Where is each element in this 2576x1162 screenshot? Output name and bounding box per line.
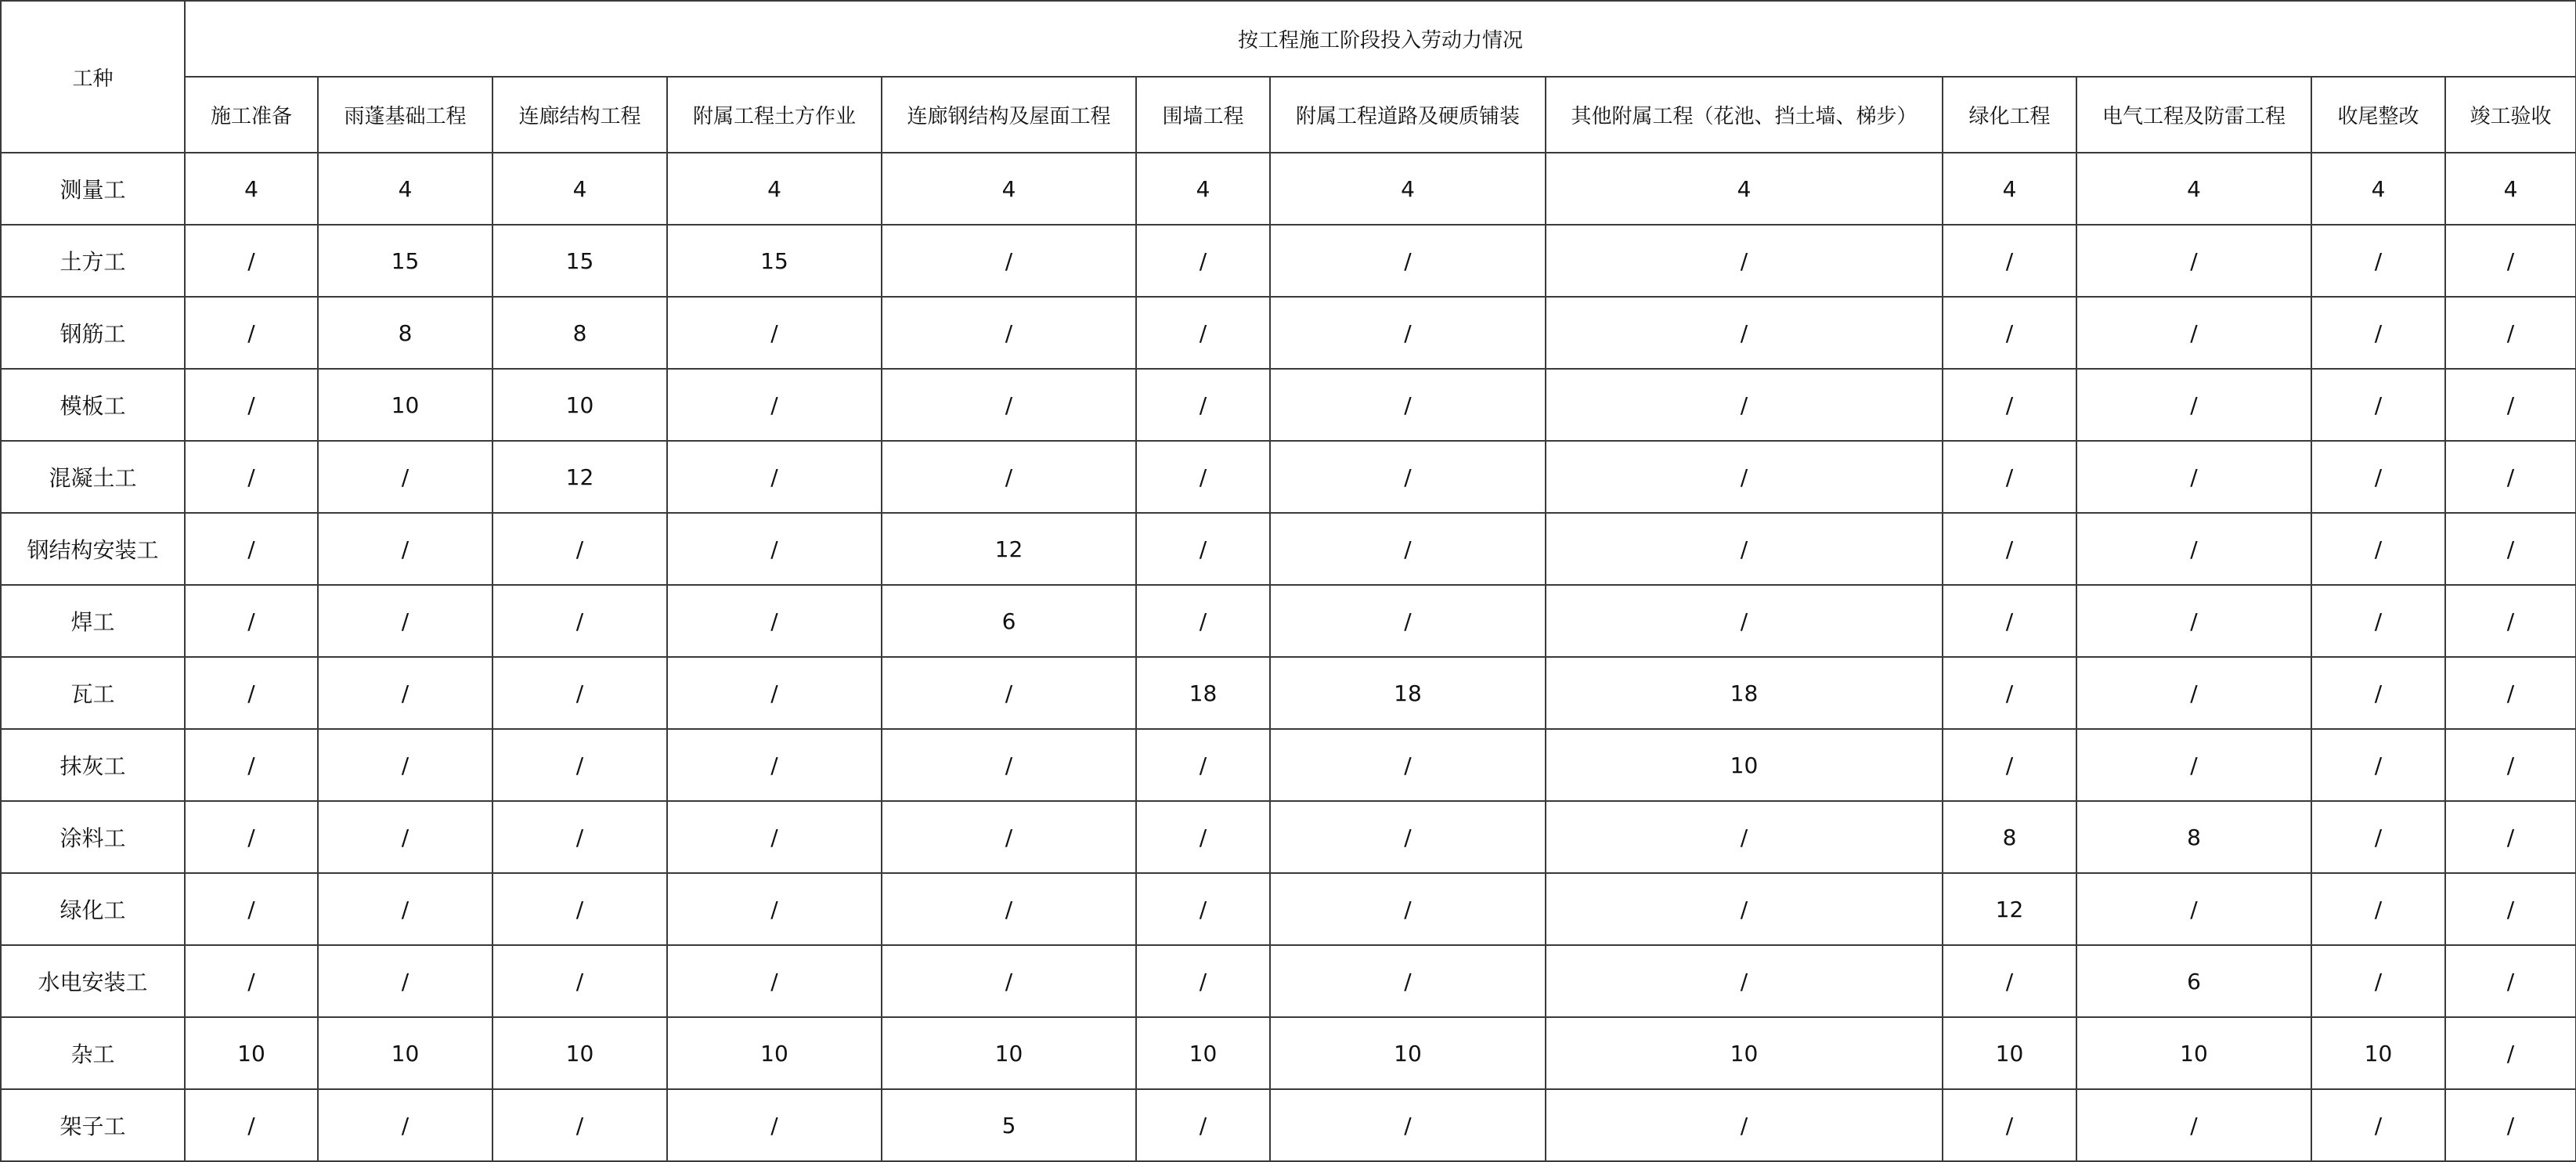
labor-count-cell: / [185,657,318,729]
labor-count-cell: / [318,585,492,657]
labor-count-cell: / [318,657,492,729]
labor-count-cell: / [492,873,667,945]
labor-count-cell: / [318,801,492,873]
labor-count-cell: / [2311,513,2445,585]
labor-count-cell: 4 [1270,153,1546,225]
labor-count-cell: / [1270,369,1546,441]
labor-count-cell: / [2076,729,2311,801]
labor-count-cell: 4 [1943,153,2076,225]
labor-count-cell: / [2076,369,2311,441]
labor-count-cell: 10 [1546,729,1943,801]
labor-count-cell: / [882,801,1136,873]
labor-count-cell: 12 [1943,873,2076,945]
labor-count-cell: / [1270,297,1546,369]
labor-count-cell: / [2311,873,2445,945]
labor-count-cell: / [667,729,882,801]
worker-type-cell: 焊工 [1,585,185,657]
stage-header: 收尾整改 [2311,77,2445,153]
labor-count-cell: / [2076,585,2311,657]
labor-count-cell: / [185,1089,318,1161]
labor-count-cell: / [667,369,882,441]
labor-count-cell: / [2445,945,2576,1017]
labor-count-cell: 8 [1943,801,2076,873]
labor-count-cell: / [2311,729,2445,801]
labor-count-cell: / [1270,945,1546,1017]
labor-count-cell: / [1136,1089,1270,1161]
labor-count-cell: 4 [667,153,882,225]
labor-count-cell: / [2076,441,2311,513]
labor-count-cell: / [2445,1017,2576,1089]
table-row [1,1017,2576,1089]
labor-count-cell: / [318,945,492,1017]
labor-count-cell: / [667,441,882,513]
labor-count-cell: 4 [882,153,1136,225]
labor-count-cell: / [1270,1089,1546,1161]
labor-count-cell: / [1136,945,1270,1017]
labor-count-cell: / [1136,441,1270,513]
table-body [1,153,2576,1161]
table-row [1,297,2576,369]
labor-count-cell: / [1546,441,1943,513]
labor-count-cell: 18 [1546,657,1943,729]
labor-count-cell: / [667,657,882,729]
labor-count-cell: / [1270,441,1546,513]
labor-count-cell: / [667,513,882,585]
labor-count-cell: 4 [2445,153,2576,225]
labor-count-cell: / [1546,945,1943,1017]
labor-count-cell: 12 [882,513,1136,585]
labor-count-cell: / [492,513,667,585]
labor-count-cell: / [318,1089,492,1161]
labor-count-cell: / [492,729,667,801]
labor-count-cell: / [318,513,492,585]
labor-count-cell: / [492,657,667,729]
labor-count-cell: 4 [1136,153,1270,225]
labor-count-cell: / [2445,585,2576,657]
stage-header: 附属工程道路及硬质铺装 [1270,77,1546,153]
stage-header: 雨蓬基础工程 [318,77,492,153]
worker-type-cell: 涂料工 [1,801,185,873]
table-row [1,873,2576,945]
labor-count-cell: 8 [2076,801,2311,873]
labor-count-cell: / [318,873,492,945]
labor-count-cell: / [318,729,492,801]
labor-count-cell: / [185,441,318,513]
table-row [1,729,2576,801]
labor-count-cell: / [882,369,1136,441]
labor-count-cell: / [2311,369,2445,441]
labor-count-cell: 10 [1136,1017,1270,1089]
labor-count-cell: / [1943,441,2076,513]
table-row [1,1089,2576,1161]
labor-count-cell: / [1943,1089,2076,1161]
table-row [1,153,2576,225]
stage-header: 其他附属工程（花池、挡土墙、梯步） [1546,77,1943,153]
labor-count-cell: / [1546,513,1943,585]
labor-count-cell: 4 [1546,153,1943,225]
labor-count-cell: 18 [1136,657,1270,729]
labor-count-cell: 4 [318,153,492,225]
labor-count-cell: / [1136,585,1270,657]
labor-count-cell: 15 [492,225,667,297]
labor-count-cell: 4 [2311,153,2445,225]
table-row [1,801,2576,873]
labor-count-cell: / [185,729,318,801]
worker-type-cell: 钢筋工 [1,297,185,369]
labor-count-cell: / [185,225,318,297]
table-row [1,945,2576,1017]
labor-count-cell: / [882,225,1136,297]
worker-type-cell: 抹灰工 [1,729,185,801]
labor-count-cell: / [2311,1089,2445,1161]
labor-count-cell: / [1136,801,1270,873]
worker-type-cell: 测量工 [1,153,185,225]
labor-count-cell: 10 [318,1017,492,1089]
labor-count-cell: 4 [185,153,318,225]
labor-count-cell: / [1270,585,1546,657]
stage-header: 施工准备 [185,77,318,153]
labor-count-cell: 18 [1270,657,1546,729]
labor-count-cell: 10 [2311,1017,2445,1089]
labor-count-cell: / [1943,729,2076,801]
labor-count-cell: / [1943,657,2076,729]
labor-count-cell: / [2311,297,2445,369]
worker-type-cell: 绿化工 [1,873,185,945]
header-row-stages [1,77,2576,153]
labor-count-cell: / [1136,513,1270,585]
labor-count-cell: 10 [1943,1017,2076,1089]
labor-count-cell: / [1270,513,1546,585]
labor-count-cell: 12 [492,441,667,513]
labor-count-cell: 10 [318,369,492,441]
worker-type-cell: 水电安装工 [1,945,185,1017]
labor-count-cell: / [1546,297,1943,369]
worker-type-cell: 架子工 [1,1089,185,1161]
worker-type-cell: 钢结构安装工 [1,513,185,585]
worker-type-cell: 模板工 [1,369,185,441]
labor-count-cell: / [2445,1089,2576,1161]
labor-count-cell: / [2311,441,2445,513]
labor-count-cell: 6 [882,585,1136,657]
stage-header: 围墙工程 [1136,77,1270,153]
stage-header: 连廊结构工程 [492,77,667,153]
labor-count-cell: 8 [318,297,492,369]
table-row [1,657,2576,729]
stage-header: 电气工程及防雷工程 [2076,77,2311,153]
labor-count-cell: 4 [492,153,667,225]
labor-count-cell: 10 [1270,1017,1546,1089]
labor-count-cell: / [492,1089,667,1161]
labor-count-cell: / [1546,369,1943,441]
stage-group-header: 按工程施工阶段投入劳动力情况 [185,1,2576,77]
labor-count-cell: / [2445,657,2576,729]
labor-count-cell: / [185,369,318,441]
labor-count-cell: / [667,873,882,945]
stage-header: 竣工验收 [2445,77,2576,153]
labor-count-cell: / [492,801,667,873]
labor-count-cell: / [882,297,1136,369]
labor-count-cell: / [2311,225,2445,297]
labor-count-cell: / [185,873,318,945]
worker-type-cell: 混凝土工 [1,441,185,513]
labor-count-cell: / [2311,945,2445,1017]
labor-count-cell: 15 [667,225,882,297]
labor-count-cell: / [2076,1089,2311,1161]
labor-count-cell: / [1136,369,1270,441]
labor-count-cell: 10 [882,1017,1136,1089]
labor-count-cell: / [2445,297,2576,369]
labor-count-cell: / [1943,225,2076,297]
labor-count-cell: / [1943,513,2076,585]
labor-count-cell: / [882,729,1136,801]
labor-count-cell: / [185,945,318,1017]
labor-count-cell: / [882,441,1136,513]
labor-count-cell: / [2445,369,2576,441]
labor-count-cell: 10 [492,369,667,441]
labor-count-cell: / [2076,225,2311,297]
labor-count-cell: / [1943,297,2076,369]
table-row [1,225,2576,297]
labor-count-cell: / [1546,585,1943,657]
labor-count-cell: / [185,801,318,873]
labor-count-cell: / [1136,729,1270,801]
worker-type-header: 工种 [1,1,185,153]
table-row [1,369,2576,441]
worker-type-cell: 杂工 [1,1017,185,1089]
labor-count-cell: / [667,801,882,873]
labor-count-cell: / [2445,441,2576,513]
labor-count-cell: / [1270,729,1546,801]
labor-count-cell: / [1270,801,1546,873]
table-row [1,585,2576,657]
stage-header: 附属工程土方作业 [667,77,882,153]
labor-count-cell: / [492,945,667,1017]
labor-count-cell: / [882,945,1136,1017]
labor-count-cell: 10 [185,1017,318,1089]
labor-count-cell: / [2311,585,2445,657]
labor-count-cell: / [1546,1089,1943,1161]
labor-count-cell: / [2311,801,2445,873]
header-row-group [1,1,2576,77]
labor-count-cell: / [2311,657,2445,729]
labor-count-cell: / [667,585,882,657]
labor-count-cell: / [2076,657,2311,729]
labor-count-cell: / [1546,225,1943,297]
labor-count-cell: / [1270,225,1546,297]
labor-count-cell: / [2076,297,2311,369]
labor-count-cell: 8 [492,297,667,369]
stage-header: 绿化工程 [1943,77,2076,153]
labor-count-cell: / [2445,873,2576,945]
labor-count-cell: / [1943,945,2076,1017]
labor-count-cell: / [2445,729,2576,801]
labor-count-cell: / [2076,513,2311,585]
labor-count-cell: 10 [1546,1017,1943,1089]
labor-count-cell: 10 [667,1017,882,1089]
labor-count-cell: / [1136,297,1270,369]
worker-type-cell: 瓦工 [1,657,185,729]
labor-count-cell: / [1943,369,2076,441]
worker-type-cell: 土方工 [1,225,185,297]
labor-count-cell: / [2445,513,2576,585]
labor-count-cell: / [1943,585,2076,657]
labor-count-cell: 10 [2076,1017,2311,1089]
labor-count-cell: 6 [2076,945,2311,1017]
stage-header: 连廊钢结构及屋面工程 [882,77,1136,153]
labor-count-cell: / [1136,225,1270,297]
labor-count-cell: / [2076,873,2311,945]
labor-count-cell: / [1546,873,1943,945]
labor-count-cell: 5 [882,1089,1136,1161]
labor-count-cell: / [185,297,318,369]
table-row [1,441,2576,513]
labor-count-cell: 15 [318,225,492,297]
labor-count-cell: / [667,945,882,1017]
labor-count-cell: / [667,297,882,369]
labor-count-cell: / [492,585,667,657]
labor-count-cell: / [2445,225,2576,297]
labor-count-cell: 4 [2076,153,2311,225]
labor-count-cell: / [882,873,1136,945]
labor-count-cell: / [185,513,318,585]
table-row [1,513,2576,585]
labor-count-cell: / [882,657,1136,729]
labor-count-cell: / [667,1089,882,1161]
labor-count-cell: / [2445,801,2576,873]
labor-count-cell: / [1546,801,1943,873]
labor-count-cell: / [318,441,492,513]
labor-count-cell: / [1270,873,1546,945]
labor-count-cell: 10 [492,1017,667,1089]
labor-count-cell: / [1136,873,1270,945]
labor-count-cell: / [185,585,318,657]
